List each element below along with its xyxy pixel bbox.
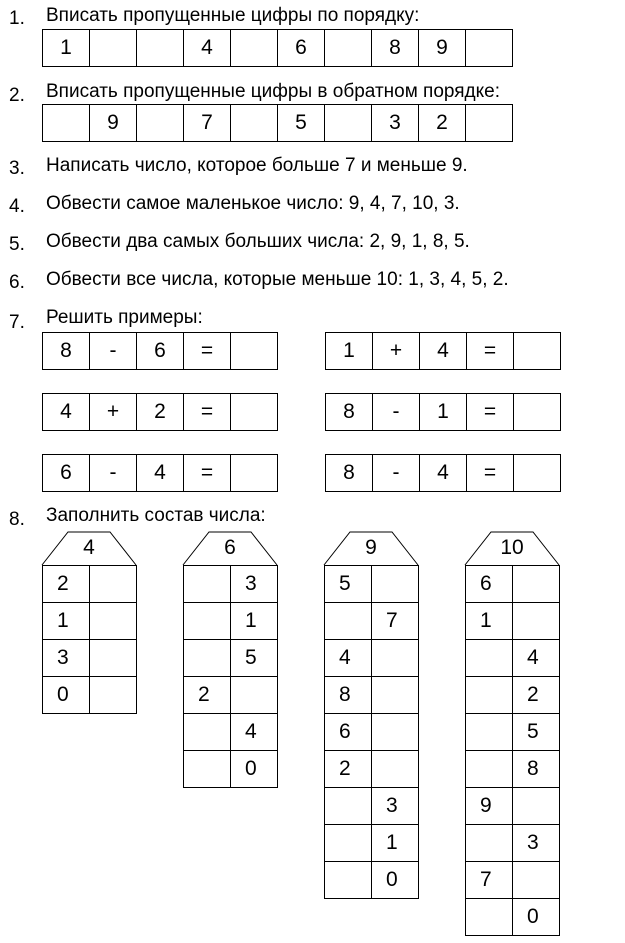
house-cell: 0 <box>512 898 560 936</box>
house-cell: 2 <box>512 676 560 714</box>
task-5-text: Обвести два самых больших числа: 2, 9, 1, 8, 5. <box>46 231 470 252</box>
task-8-number: 8. <box>9 509 25 530</box>
example-cell: = <box>466 332 514 370</box>
example-cell: 8 <box>42 332 90 370</box>
example-cell: 8 <box>325 454 373 492</box>
house-cell: 2 <box>42 565 90 603</box>
example-cell: 6 <box>136 332 184 370</box>
house-cell[interactable] <box>183 565 231 603</box>
task-5-number: 5. <box>9 234 25 255</box>
house-roof-number: 9 <box>365 536 377 559</box>
house-cell[interactable] <box>512 861 560 899</box>
house-cell[interactable] <box>230 676 278 714</box>
example-cell: + <box>89 393 137 431</box>
house-cell: 7 <box>465 861 513 899</box>
task-6-number: 6. <box>9 272 25 293</box>
example-cell: = <box>183 454 231 492</box>
house-cell: 3 <box>230 565 278 603</box>
sequence-cell[interactable] <box>465 104 513 142</box>
sequence-cell[interactable] <box>465 29 513 67</box>
task-2-text: Вписать пропущенные цифры в обратном порядке: <box>46 81 501 102</box>
example-cell: 4 <box>42 393 90 431</box>
example-cell: - <box>372 393 420 431</box>
house-cell[interactable] <box>512 565 560 603</box>
task-4-number: 4. <box>9 196 25 217</box>
house-cell[interactable] <box>371 750 419 788</box>
example-cell: = <box>466 454 514 492</box>
task-1-text: Вписать пропущенные цифры по порядку: <box>46 5 420 26</box>
task-7-text: Решить примеры: <box>46 307 203 328</box>
house-cell: 4 <box>324 639 372 677</box>
house-cell[interactable] <box>465 639 513 677</box>
example-cell: - <box>89 454 137 492</box>
task-1-number: 1. <box>9 8 25 29</box>
example-cell: = <box>183 393 231 431</box>
house-cell[interactable] <box>89 602 137 640</box>
example-cell: 4 <box>136 454 184 492</box>
answer-cell[interactable] <box>230 454 278 492</box>
sequence-cell: 4 <box>183 29 231 67</box>
house-cell: 9 <box>465 787 513 825</box>
house-cell[interactable] <box>324 787 372 825</box>
house-cell: 0 <box>42 676 90 714</box>
house-cell: 0 <box>371 861 419 899</box>
house-cell: 3 <box>512 824 560 862</box>
sequence-cell: 7 <box>183 104 231 142</box>
house-cell[interactable] <box>465 898 513 936</box>
house-cell: 3 <box>42 639 90 677</box>
house-cell: 1 <box>371 824 419 862</box>
house-cell[interactable] <box>465 713 513 751</box>
house-cell[interactable] <box>371 713 419 751</box>
house-cell: 5 <box>512 713 560 751</box>
example-cell: 4 <box>419 332 467 370</box>
sequence-cell[interactable] <box>230 29 278 67</box>
example-cell: 6 <box>42 454 90 492</box>
sequence-cell[interactable] <box>42 104 90 142</box>
house-cell[interactable] <box>183 750 231 788</box>
house-cell: 8 <box>324 676 372 714</box>
answer-cell[interactable] <box>513 393 561 431</box>
sequence-cell[interactable] <box>324 104 372 142</box>
house-cell: 2 <box>324 750 372 788</box>
house-cell[interactable] <box>324 861 372 899</box>
sequence-cell: 9 <box>89 104 137 142</box>
house-cell[interactable] <box>183 713 231 751</box>
house-cell: 1 <box>230 602 278 640</box>
task-7-number: 7. <box>9 312 25 333</box>
sequence-cell[interactable] <box>136 104 184 142</box>
sequence-cell: 8 <box>371 29 419 67</box>
sequence-cell[interactable] <box>89 29 137 67</box>
answer-cell[interactable] <box>513 454 561 492</box>
task-2-number: 2. <box>9 85 25 106</box>
house-cell[interactable] <box>465 750 513 788</box>
task-4-text: Обвести самое маленькое число: 9, 4, 7, 10, 3. <box>46 193 460 214</box>
sequence-cell: 6 <box>277 29 325 67</box>
house-cell[interactable] <box>89 639 137 677</box>
house-cell[interactable] <box>371 565 419 603</box>
example-cell: 1 <box>325 332 373 370</box>
house-cell: 4 <box>512 639 560 677</box>
example-cell: 4 <box>419 454 467 492</box>
sequence-cell[interactable] <box>230 104 278 142</box>
example-cell: + <box>372 332 420 370</box>
example-cell: 2 <box>136 393 184 431</box>
example-cell: 1 <box>419 393 467 431</box>
house-cell: 1 <box>42 602 90 640</box>
house-roof-number: 4 <box>83 536 95 559</box>
house-cell[interactable] <box>89 565 137 603</box>
house-cell: 1 <box>465 602 513 640</box>
task-6-text: Обвести все числа, которые меньше 10: 1, 3, 4, 5, 2. <box>46 269 509 290</box>
house-cell[interactable] <box>183 602 231 640</box>
sequence-cell: 1 <box>42 29 90 67</box>
house-roof-number: 10 <box>500 536 524 559</box>
house-cell[interactable] <box>465 676 513 714</box>
example-cell: - <box>89 332 137 370</box>
house-roof-number: 6 <box>224 536 236 559</box>
house-cell: 5 <box>324 565 372 603</box>
house-cell[interactable] <box>324 824 372 862</box>
house-cell[interactable] <box>183 639 231 677</box>
sequence-cell: 5 <box>277 104 325 142</box>
house-cell[interactable] <box>89 676 137 714</box>
house-cell: 5 <box>230 639 278 677</box>
house-cell[interactable] <box>512 787 560 825</box>
example-cell: = <box>466 393 514 431</box>
sequence-cell: 9 <box>418 29 466 67</box>
house-cell[interactable] <box>324 602 372 640</box>
house-cell[interactable] <box>371 676 419 714</box>
house-cell: 6 <box>324 713 372 751</box>
task-8-text: Заполнить состав числа: <box>46 505 266 526</box>
house-cell: 4 <box>230 713 278 751</box>
answer-cell[interactable] <box>230 332 278 370</box>
example-cell: = <box>183 332 231 370</box>
example-cell: - <box>372 454 420 492</box>
sequence-cell: 3 <box>371 104 419 142</box>
house-cell[interactable] <box>465 824 513 862</box>
house-cell: 2 <box>183 676 231 714</box>
sequence-cell[interactable] <box>136 29 184 67</box>
sequence-cell[interactable] <box>324 29 372 67</box>
answer-cell[interactable] <box>230 393 278 431</box>
house-cell[interactable] <box>512 602 560 640</box>
house-cell[interactable] <box>371 639 419 677</box>
house-cell: 7 <box>371 602 419 640</box>
sequence-cell: 2 <box>418 104 466 142</box>
task-3-number: 3. <box>9 158 25 179</box>
task-3-text: Написать число, которое больше 7 и меньше 9. <box>46 155 468 176</box>
house-cell: 8 <box>512 750 560 788</box>
house-cell: 6 <box>465 565 513 603</box>
house-cell: 3 <box>371 787 419 825</box>
answer-cell[interactable] <box>513 332 561 370</box>
house-cell: 0 <box>230 750 278 788</box>
example-cell: 8 <box>325 393 373 431</box>
